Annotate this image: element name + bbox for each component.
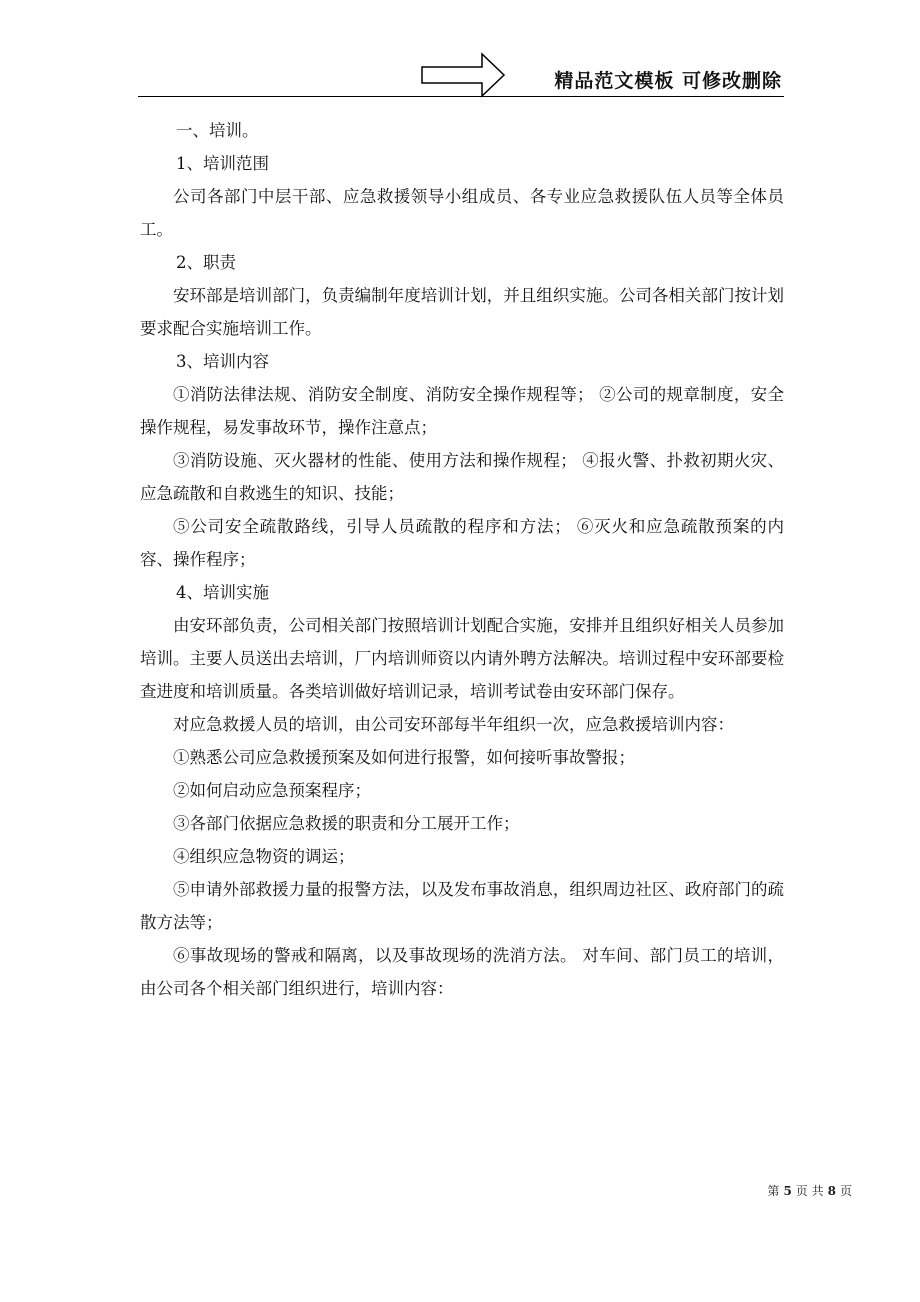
subsection-heading: 2、职责 bbox=[176, 253, 236, 272]
right-arrow-outline-icon bbox=[420, 52, 506, 98]
subsection-heading: 3、培训内容 bbox=[176, 352, 269, 371]
header-title: 精品范文模板 可修改删除 bbox=[554, 70, 782, 92]
subsection-heading: 4、培训实施 bbox=[176, 583, 269, 602]
page-number-suffix: 页 bbox=[839, 1184, 852, 1198]
list-paragraph: ③消防设施、灭火器材的性能、使用方法和操作规程； ④报火警、扑救初期火灾、应急疏散和自救逃生的知识、技能； bbox=[140, 451, 784, 503]
list-item: ②如何启动应急预案程序； bbox=[173, 781, 371, 800]
total-pages: 8 bbox=[827, 1184, 836, 1198]
current-page: 5 bbox=[783, 1184, 792, 1198]
subsection-heading: 1、培训范围 bbox=[176, 154, 269, 173]
body-paragraph: 由安环部负责，公司相关部门按照培训计划配合实施，安排并且组织好相关人员参加培训。主要人员送出去培训，厂内培训师资以内请外聘方法解决。培训过程中安环部要检查进度和培训质量。各类培训做好培训记录，培训考试卷由安环部门保存。 bbox=[140, 616, 784, 701]
list-item: ⑥事故现场的警戒和隔离，以及事故现场的洗消方法。 对车间、部门员工的培训，由公司各个相关部门组织进行，培训内容： bbox=[140, 946, 784, 998]
body-paragraph: 公司各部门中层干部、应急救援领导小组成员、各专业应急救援队伍人员等全体员工。 bbox=[140, 187, 784, 239]
list-paragraph: ⑤公司安全疏散路线，引导人员疏散的程序和方法； ⑥灭火和应急疏散预案的内容、操作程序； bbox=[140, 517, 784, 569]
list-item: ④组织应急物资的调运； bbox=[173, 847, 355, 866]
page-number bbox=[767, 1182, 852, 1199]
body-paragraph: 安环部是培训部门，负责编制年度培训计划，并且组织实施。公司各相关部门按计划要求配合实施培训工作。 bbox=[140, 286, 784, 338]
page-number-middle: 页 共 bbox=[795, 1184, 824, 1198]
list-item: ③各部门依据应急救援的职责和分工展开工作； bbox=[173, 814, 520, 833]
page-number-prefix: 第 bbox=[767, 1184, 780, 1198]
list-paragraph: ①消防法律法规、消防安全制度、消防安全操作规程等； ②公司的规章制度，安全操作规程，易发事故环节，操作注意点； bbox=[140, 385, 784, 437]
list-item: ①熟悉公司应急救援预案及如何进行报警，如何接听事故警报； bbox=[173, 748, 635, 767]
section-heading: 一、培训。 bbox=[176, 121, 259, 140]
document-body bbox=[140, 114, 784, 1005]
list-item: ⑤申请外部救援力量的报警方法，以及发布事故消息，组织周边社区、政府部门的疏散方法等； bbox=[140, 880, 784, 932]
header-divider bbox=[138, 96, 784, 97]
body-paragraph: 对应急救援人员的培训，由公司安环部每半年组织一次，应急救援培训内容： bbox=[173, 715, 734, 734]
